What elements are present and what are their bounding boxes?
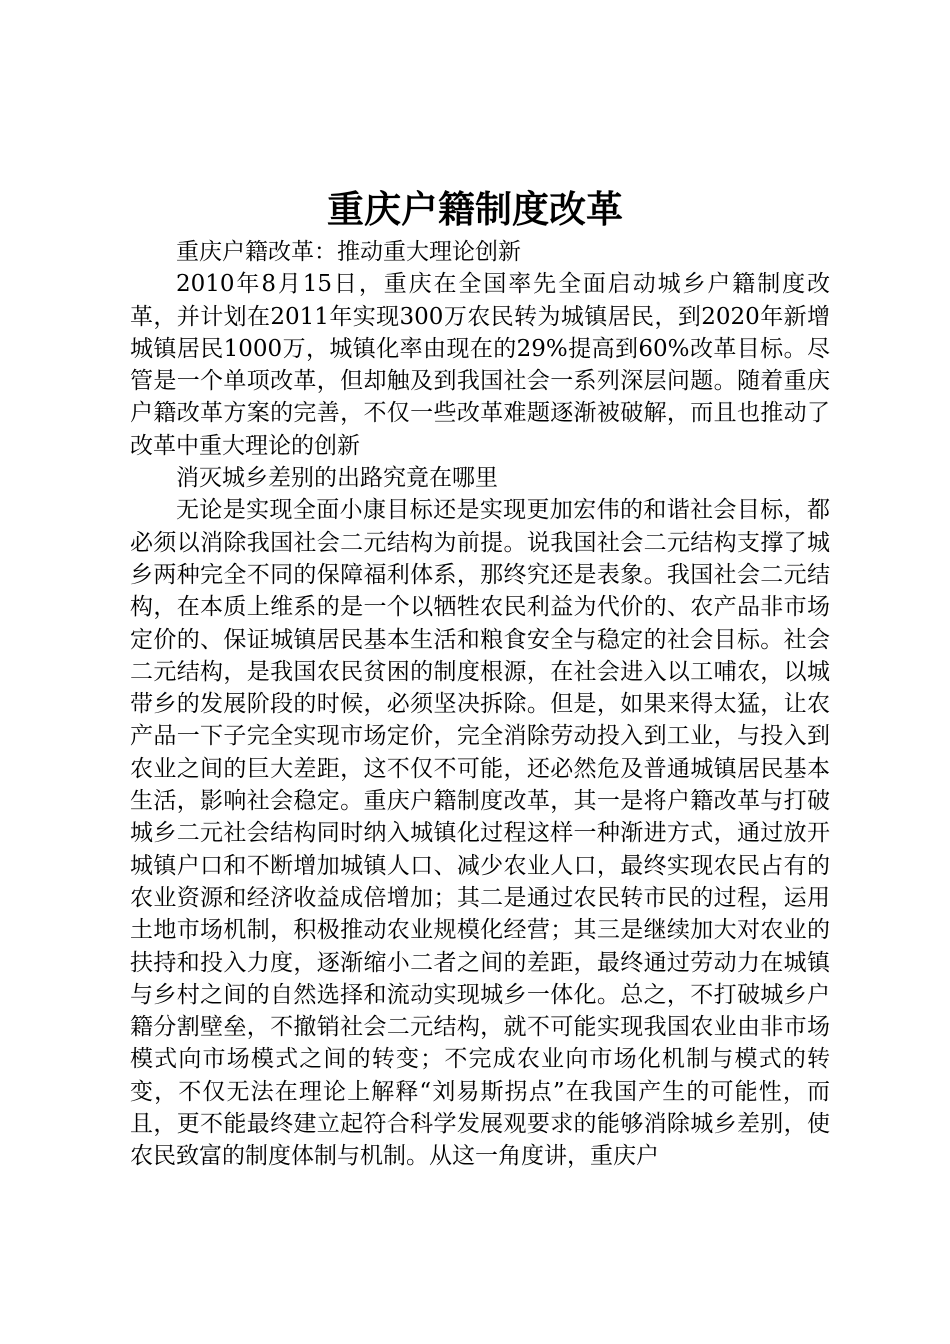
document-title: 重庆户籍制度改革 bbox=[327, 187, 623, 231]
section-heading: 重庆户籍改革：推动重大理论创新 bbox=[176, 239, 521, 265]
body-paragraph: 无论是实现全面小康目标还是实现更加宏伟的和谐社会目标，都必须以消除我国社会二元结构为前提。说我国社会二元结构支撑了城乡两种完全不同的保障福利体系，那终究还是表象。我国社会二元结构，在本质上维系的是一个以牺牲农民利益为代价的、农产品非市场定价的、保证城镇居民基本生活和粮食安全与稳定的社会目标。社会二元结构，是我国农民贫困的制度根源，在社会进入以工哺农，以城带乡的发展阶段的时候，必须坚决拆除。但是，如果来得太猛，让农产品一下子完全实现市场定价，完全消除劳动投入到工业，与投入到农业之间的巨大差距，这不仅不可能，还必然危及普通城镇居民基本生活，影响社会稳定。重庆户籍制度改革，其一是将户籍改革与打破城乡二元社会结构同时纳入城镇化过程这样一种渐进方式，通过放开城镇户口和不断增加城镇人口、减少农业人口，最终实现农民占有的农业资源和经济收益成倍增加；其二是通过农民转市民的过程，运用土地市场机制，积极推动农业规模化经营；其三是继续加大对农业的扶持和投入力度，逐渐缩小二者之间的差距，最终通过劳动力在城镇与乡村之间的自然选择和流动实现城乡一体化。总之，不打破城乡户籍分割壁垒，不撤销社会二元结构，就不可能实现我国农业由非市场模式向市场模式之间的转变；不完成农业向市场化机制与模式的转变，不仅无法在理论上解释“刘易斯拐点”在我国产生的可能性，而且，更不能最终建立起符合科学发展观要求的能够消除城乡差别，使农民致富的制度体制与机制。从这一角度讲，重庆户 bbox=[130, 497, 830, 1170]
document-body bbox=[130, 236, 830, 1173]
section-heading: 消灭城乡差别的出路究竟在哪里 bbox=[176, 465, 498, 492]
body-paragraph: 2010年8月15日，重庆在全国率先全面启动城乡户籍制度改革，并计划在2011年实现300万农民转为城镇居民，到2020年新增城镇居民1000万，城镇化率由现在的29%提高到60%改革目标。尽管是一个单项改革，但却触及到我国社会一系列深层问题。随着重庆户籍改革方案的完善，不仅一些改革难题逐渐被破解，而且也推动了改革中重大理论的创新 bbox=[130, 271, 830, 459]
